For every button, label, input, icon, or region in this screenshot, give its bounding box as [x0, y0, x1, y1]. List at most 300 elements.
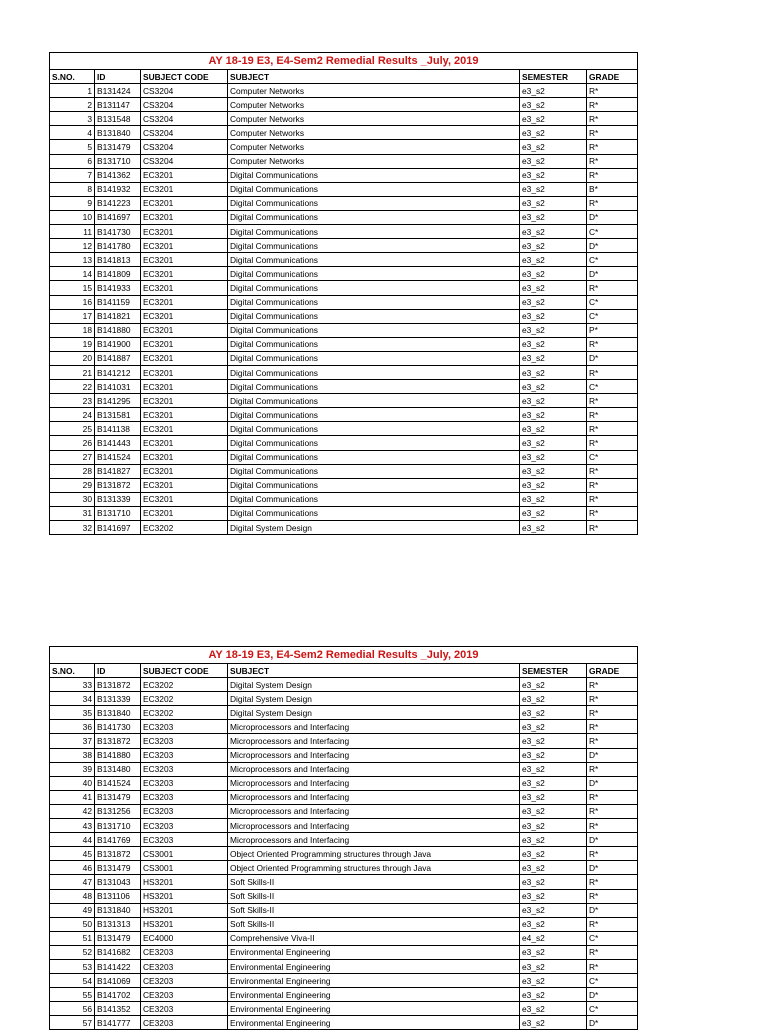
semester-cell: e3_s2: [520, 734, 587, 748]
grade-cell: R*: [587, 464, 638, 478]
id-cell: B141827: [95, 464, 141, 478]
subject-cell: Digital Communications: [228, 408, 520, 422]
sno-cell: 31: [50, 506, 95, 520]
grade-cell: B*: [587, 182, 638, 196]
grade-cell: R*: [587, 819, 638, 833]
semester-cell: e3_s2: [520, 478, 587, 492]
id-cell: B141422: [95, 959, 141, 973]
id-cell: B131710: [95, 154, 141, 168]
grade-cell: D*: [587, 861, 638, 875]
sno-cell: 22: [50, 380, 95, 394]
table-row: [50, 210, 638, 224]
grade-cell: R*: [587, 847, 638, 861]
sno-cell: 37: [50, 734, 95, 748]
grade-cell: R*: [587, 408, 638, 422]
subject-code-cell: HS3201: [141, 875, 228, 889]
table-row: [50, 323, 638, 337]
subject-cell: Digital Communications: [228, 365, 520, 379]
id-cell: B131548: [95, 112, 141, 126]
id-cell: B131256: [95, 804, 141, 818]
subject-code-cell: CE3203: [141, 974, 228, 988]
id-cell: B141362: [95, 168, 141, 182]
grade-cell: R*: [587, 394, 638, 408]
grade-cell: P*: [587, 323, 638, 337]
subject-code-cell: EC3203: [141, 776, 228, 790]
subject-cell: Object Oriented Programming structures through Java: [228, 847, 520, 861]
id-cell: B141809: [95, 267, 141, 281]
id-cell: B141880: [95, 323, 141, 337]
table-row: [50, 804, 638, 818]
id-cell: B131710: [95, 506, 141, 520]
subject-cell: Computer Networks: [228, 140, 520, 154]
grade-cell: C*: [587, 380, 638, 394]
id-cell: B141900: [95, 337, 141, 351]
subject-code-cell: EC3201: [141, 464, 228, 478]
grade-cell: C*: [587, 295, 638, 309]
semester-cell: e3_s2: [520, 1016, 587, 1030]
subject-cell: Digital Communications: [228, 225, 520, 239]
table-row: [50, 819, 638, 833]
id-cell: B141730: [95, 720, 141, 734]
subject-code-cell: EC3201: [141, 323, 228, 337]
subject-code-cell: CS3204: [141, 84, 228, 98]
grade-cell: R*: [587, 436, 638, 450]
id-cell: B141031: [95, 380, 141, 394]
subject-cell: Digital Communications: [228, 337, 520, 351]
id-cell: B141138: [95, 422, 141, 436]
subject-cell: Digital Communications: [228, 196, 520, 210]
sno-cell: 12: [50, 239, 95, 253]
table-row: [50, 1016, 638, 1030]
semester-cell: e3_s2: [520, 889, 587, 903]
sno-cell: 43: [50, 819, 95, 833]
table-row: [50, 917, 638, 931]
subject-cell: Digital Communications: [228, 464, 520, 478]
id-cell: B131872: [95, 734, 141, 748]
table-row: [50, 875, 638, 889]
grade-cell: R*: [587, 917, 638, 931]
grade-cell: R*: [587, 492, 638, 506]
table-row: [50, 422, 638, 436]
semester-cell: e3_s2: [520, 168, 587, 182]
grade-cell: D*: [587, 748, 638, 762]
subject-code-cell: EC3201: [141, 380, 228, 394]
id-cell: B141223: [95, 196, 141, 210]
semester-cell: e3_s2: [520, 506, 587, 520]
subject-code-cell: EC3203: [141, 748, 228, 762]
subject-cell: Digital Communications: [228, 182, 520, 196]
table-row: [50, 492, 638, 506]
sno-cell: 52: [50, 945, 95, 959]
subject-code-cell: CS3204: [141, 154, 228, 168]
semester-cell: e3_s2: [520, 678, 587, 692]
subject-cell: Microprocessors and Interfacing: [228, 790, 520, 804]
id-cell: B141780: [95, 239, 141, 253]
subject-cell: Microprocessors and Interfacing: [228, 734, 520, 748]
table-row: [50, 762, 638, 776]
table-row: [50, 945, 638, 959]
id-cell: B141769: [95, 833, 141, 847]
sno-cell: 38: [50, 748, 95, 762]
subject-code-cell: EC3201: [141, 492, 228, 506]
subject-code-cell: EC3201: [141, 408, 228, 422]
sno-cell: 48: [50, 889, 95, 903]
subject-code-cell: EC3203: [141, 790, 228, 804]
table-row: [50, 988, 638, 1002]
subject-code-cell: EC3201: [141, 253, 228, 267]
col-header-subject: SUBJECT: [228, 664, 520, 678]
grade-cell: R*: [587, 959, 638, 973]
id-cell: B141069: [95, 974, 141, 988]
subject-cell: Digital Communications: [228, 168, 520, 182]
id-cell: B131710: [95, 819, 141, 833]
grade-cell: R*: [587, 790, 638, 804]
subject-cell: Digital Communications: [228, 239, 520, 253]
col-header-subject-code: SUBJECT CODE: [141, 70, 228, 84]
table-row: [50, 790, 638, 804]
id-cell: B141295: [95, 394, 141, 408]
sno-cell: 9: [50, 196, 95, 210]
sno-cell: 13: [50, 253, 95, 267]
subject-cell: Digital Communications: [228, 210, 520, 224]
id-cell: B131339: [95, 692, 141, 706]
subject-cell: Microprocessors and Interfacing: [228, 804, 520, 818]
semester-cell: e3_s2: [520, 196, 587, 210]
subject-code-cell: EC3203: [141, 734, 228, 748]
grade-cell: R*: [587, 804, 638, 818]
semester-cell: e3_s2: [520, 267, 587, 281]
semester-cell: e3_s2: [520, 323, 587, 337]
sno-cell: 14: [50, 267, 95, 281]
table-row: [50, 239, 638, 253]
subject-code-cell: EC3201: [141, 267, 228, 281]
subject-code-cell: CE3203: [141, 988, 228, 1002]
table-row: [50, 154, 638, 168]
subject-code-cell: HS3201: [141, 889, 228, 903]
id-cell: B141933: [95, 281, 141, 295]
table-row: [50, 295, 638, 309]
semester-cell: e3_s2: [520, 492, 587, 506]
subject-cell: Microprocessors and Interfacing: [228, 720, 520, 734]
sno-cell: 6: [50, 154, 95, 168]
table-row: [50, 168, 638, 182]
id-cell: B141212: [95, 365, 141, 379]
subject-code-cell: EC3201: [141, 337, 228, 351]
id-cell: B131339: [95, 492, 141, 506]
subject-cell: Digital Communications: [228, 492, 520, 506]
subject-cell: Environmental Engineering: [228, 959, 520, 973]
subject-cell: Digital System Design: [228, 678, 520, 692]
sno-cell: 8: [50, 182, 95, 196]
subject-code-cell: EC3201: [141, 168, 228, 182]
semester-cell: e3_s2: [520, 239, 587, 253]
table-row: [50, 748, 638, 762]
semester-cell: e3_s2: [520, 98, 587, 112]
table-row: [50, 225, 638, 239]
table-row: [50, 692, 638, 706]
table-row: [50, 506, 638, 520]
id-cell: B131872: [95, 678, 141, 692]
sno-cell: 26: [50, 436, 95, 450]
grade-cell: R*: [587, 706, 638, 720]
semester-cell: e3_s2: [520, 210, 587, 224]
grade-cell: D*: [587, 1016, 638, 1030]
semester-cell: e3_s2: [520, 974, 587, 988]
table-row: [50, 281, 638, 295]
semester-cell: e3_s2: [520, 394, 587, 408]
table-row: [50, 974, 638, 988]
id-cell: B141682: [95, 945, 141, 959]
semester-cell: e3_s2: [520, 309, 587, 323]
grade-cell: R*: [587, 98, 638, 112]
results-body-2: [50, 678, 638, 1030]
grade-cell: R*: [587, 734, 638, 748]
table-row: [50, 959, 638, 973]
table-row: [50, 84, 638, 98]
sno-cell: 29: [50, 478, 95, 492]
id-cell: B131581: [95, 408, 141, 422]
col-header-subject-code: SUBJECT CODE: [141, 664, 228, 678]
col-header-sno: S.NO.: [50, 664, 95, 678]
id-cell: B141932: [95, 182, 141, 196]
table-row: [50, 734, 638, 748]
subject-cell: Microprocessors and Interfacing: [228, 819, 520, 833]
subject-code-cell: EC3201: [141, 394, 228, 408]
semester-cell: e3_s2: [520, 833, 587, 847]
semester-cell: e3_s2: [520, 436, 587, 450]
grade-cell: R*: [587, 126, 638, 140]
sno-cell: 28: [50, 464, 95, 478]
grade-cell: R*: [587, 196, 638, 210]
grade-cell: R*: [587, 889, 638, 903]
subject-cell: Digital Communications: [228, 253, 520, 267]
id-cell: B131840: [95, 903, 141, 917]
id-cell: B141443: [95, 436, 141, 450]
sno-cell: 36: [50, 720, 95, 734]
grade-cell: D*: [587, 351, 638, 365]
subject-cell: Digital Communications: [228, 295, 520, 309]
subject-cell: Comprehensive Viva-II: [228, 931, 520, 945]
id-cell: B141697: [95, 210, 141, 224]
grade-cell: R*: [587, 678, 638, 692]
id-cell: B131840: [95, 126, 141, 140]
id-cell: B131043: [95, 875, 141, 889]
grade-cell: D*: [587, 833, 638, 847]
grade-cell: C*: [587, 225, 638, 239]
grade-cell: C*: [587, 974, 638, 988]
subject-code-cell: CS3001: [141, 847, 228, 861]
table-row: [50, 436, 638, 450]
subject-cell: Digital Communications: [228, 506, 520, 520]
grade-cell: D*: [587, 210, 638, 224]
sno-cell: 7: [50, 168, 95, 182]
subject-cell: Object Oriented Programming structures through Java: [228, 861, 520, 875]
sno-cell: 15: [50, 281, 95, 295]
subject-code-cell: CS3204: [141, 140, 228, 154]
sno-cell: 5: [50, 140, 95, 154]
table-row: [50, 365, 638, 379]
table-row: [50, 450, 638, 464]
sno-cell: 54: [50, 974, 95, 988]
grade-cell: R*: [587, 521, 638, 535]
sno-cell: 33: [50, 678, 95, 692]
subject-cell: Environmental Engineering: [228, 988, 520, 1002]
semester-cell: e3_s2: [520, 804, 587, 818]
subject-cell: Digital Communications: [228, 380, 520, 394]
sno-cell: 11: [50, 225, 95, 239]
subject-cell: Soft Skills-II: [228, 875, 520, 889]
semester-cell: e3_s2: [520, 422, 587, 436]
sno-cell: 30: [50, 492, 95, 506]
id-cell: B131424: [95, 84, 141, 98]
semester-cell: e3_s2: [520, 154, 587, 168]
table-row: [50, 720, 638, 734]
id-cell: B131872: [95, 847, 141, 861]
subject-cell: Digital Communications: [228, 422, 520, 436]
subject-cell: Digital Communications: [228, 309, 520, 323]
subject-cell: Microprocessors and Interfacing: [228, 748, 520, 762]
table-row: [50, 351, 638, 365]
semester-cell: e3_s2: [520, 351, 587, 365]
subject-code-cell: EC3201: [141, 182, 228, 196]
semester-cell: e3_s2: [520, 140, 587, 154]
subject-cell: Environmental Engineering: [228, 1016, 520, 1030]
table-row: [50, 182, 638, 196]
id-cell: B131313: [95, 917, 141, 931]
table-row: [50, 253, 638, 267]
subject-code-cell: CS3204: [141, 98, 228, 112]
id-cell: B141813: [95, 253, 141, 267]
semester-cell: e3_s2: [520, 84, 587, 98]
id-cell: B141887: [95, 351, 141, 365]
id-cell: B141524: [95, 450, 141, 464]
semester-cell: e3_s2: [520, 819, 587, 833]
sno-cell: 55: [50, 988, 95, 1002]
subject-code-cell: EC3201: [141, 436, 228, 450]
sno-cell: 10: [50, 210, 95, 224]
table-row: [50, 98, 638, 112]
subject-code-cell: EC3201: [141, 239, 228, 253]
subject-code-cell: EC3202: [141, 692, 228, 706]
subject-code-cell: CS3204: [141, 126, 228, 140]
id-cell: B131840: [95, 706, 141, 720]
sno-cell: 18: [50, 323, 95, 337]
table-row: [50, 903, 638, 917]
table-row: [50, 478, 638, 492]
subject-code-cell: EC3203: [141, 833, 228, 847]
id-cell: B141159: [95, 295, 141, 309]
id-cell: B131872: [95, 478, 141, 492]
col-header-grade: GRADE: [587, 70, 638, 84]
subject-code-cell: EC3201: [141, 351, 228, 365]
sno-cell: 17: [50, 309, 95, 323]
table-title: AY 18-19 E3, E4-Sem2 Remedial Results _July, 2019: [50, 53, 638, 70]
subject-cell: Environmental Engineering: [228, 1002, 520, 1016]
grade-cell: R*: [587, 720, 638, 734]
subject-code-cell: EC3201: [141, 478, 228, 492]
grade-cell: R*: [587, 154, 638, 168]
table-row: [50, 847, 638, 861]
subject-cell: Computer Networks: [228, 112, 520, 126]
grade-cell: D*: [587, 903, 638, 917]
table-row: [50, 267, 638, 281]
subject-code-cell: EC3203: [141, 762, 228, 776]
subject-cell: Computer Networks: [228, 84, 520, 98]
sno-cell: 4: [50, 126, 95, 140]
sno-cell: 27: [50, 450, 95, 464]
table-row: [50, 309, 638, 323]
subject-cell: Digital System Design: [228, 692, 520, 706]
grade-cell: D*: [587, 267, 638, 281]
subject-code-cell: EC3201: [141, 210, 228, 224]
subject-cell: Microprocessors and Interfacing: [228, 833, 520, 847]
subject-code-cell: EC3201: [141, 422, 228, 436]
col-header-grade: GRADE: [587, 664, 638, 678]
subject-code-cell: HS3201: [141, 903, 228, 917]
semester-cell: e3_s2: [520, 1002, 587, 1016]
id-cell: B131479: [95, 931, 141, 945]
id-cell: B131479: [95, 790, 141, 804]
subject-code-cell: EC3203: [141, 819, 228, 833]
sno-cell: 49: [50, 903, 95, 917]
subject-cell: Soft Skills-II: [228, 917, 520, 931]
sno-cell: 1: [50, 84, 95, 98]
table-row: [50, 196, 638, 210]
subject-cell: Soft Skills-II: [228, 903, 520, 917]
table-row: [50, 464, 638, 478]
semester-cell: e3_s2: [520, 281, 587, 295]
subject-code-cell: EC3202: [141, 706, 228, 720]
results-table-2: [49, 646, 638, 1030]
semester-cell: e3_s2: [520, 847, 587, 861]
semester-cell: e3_s2: [520, 917, 587, 931]
subject-code-cell: EC4000: [141, 931, 228, 945]
sno-cell: 42: [50, 804, 95, 818]
sno-cell: 3: [50, 112, 95, 126]
sno-cell: 44: [50, 833, 95, 847]
semester-cell: e3_s2: [520, 988, 587, 1002]
semester-cell: e3_s2: [520, 365, 587, 379]
grade-cell: D*: [587, 239, 638, 253]
id-cell: B141352: [95, 1002, 141, 1016]
semester-cell: e3_s2: [520, 112, 587, 126]
grade-cell: R*: [587, 422, 638, 436]
semester-cell: e3_s2: [520, 408, 587, 422]
semester-cell: e3_s2: [520, 748, 587, 762]
sno-cell: 50: [50, 917, 95, 931]
subject-code-cell: EC3203: [141, 804, 228, 818]
subject-code-cell: CE3203: [141, 945, 228, 959]
sno-cell: 23: [50, 394, 95, 408]
subject-code-cell: EC3202: [141, 678, 228, 692]
subject-code-cell: EC3201: [141, 281, 228, 295]
id-cell: B141880: [95, 748, 141, 762]
sno-cell: 24: [50, 408, 95, 422]
id-cell: B131479: [95, 861, 141, 875]
subject-cell: Digital Communications: [228, 394, 520, 408]
subject-code-cell: HS3201: [141, 917, 228, 931]
subject-cell: Digital Communications: [228, 450, 520, 464]
subject-cell: Digital Communications: [228, 478, 520, 492]
subject-code-cell: EC3201: [141, 295, 228, 309]
id-cell: B141777: [95, 1016, 141, 1030]
semester-cell: e3_s2: [520, 762, 587, 776]
semester-cell: e3_s2: [520, 692, 587, 706]
sno-cell: 2: [50, 98, 95, 112]
semester-cell: e3_s2: [520, 720, 587, 734]
id-cell: B131480: [95, 762, 141, 776]
semester-cell: e3_s2: [520, 945, 587, 959]
